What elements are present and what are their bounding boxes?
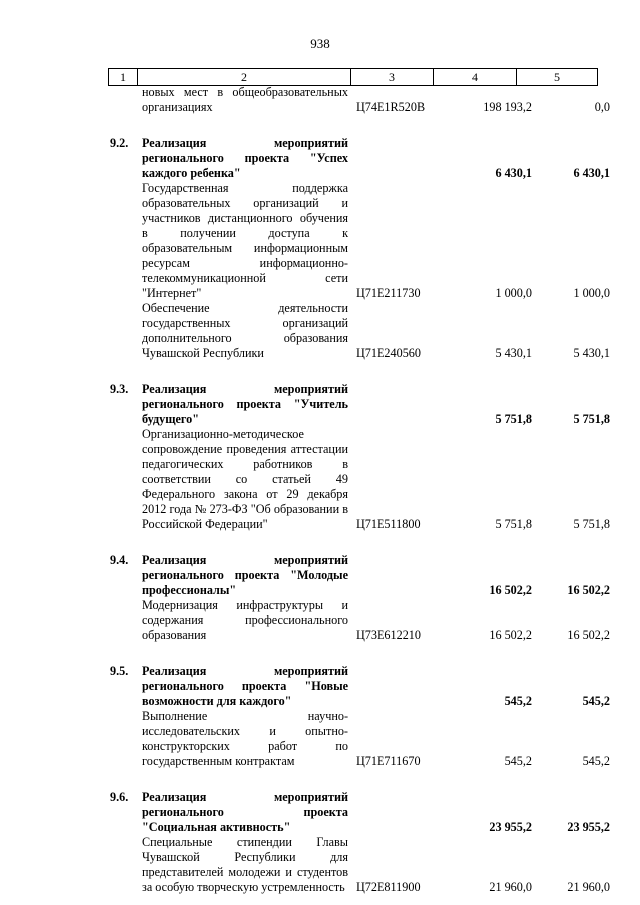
section-title: Реализация мероприятий регионального проекта "Социальная активность" <box>142 790 348 834</box>
section-title: Реализация мероприятий регионального проекта "Успех каждого ребенка" <box>142 136 348 180</box>
column-header-2: 2 <box>138 69 351 86</box>
item-col5: 0,0 <box>594 100 610 114</box>
item-text: Обеспечение деятельности государственных организаций дополнительного образования Чувашской Республики <box>142 301 348 360</box>
column-header-5: 5 <box>517 69 598 86</box>
item-code: Ц71Е240560 <box>356 346 421 360</box>
section-row-9-4 <box>0 553 640 598</box>
item-code: Ц74Е1R520В <box>356 100 426 114</box>
section-col4: 5 751,8 <box>495 412 532 426</box>
item-code: Ц72Е811900 <box>356 880 421 894</box>
item-col4: 5 430,1 <box>495 346 532 360</box>
section-col4: 6 430,1 <box>495 166 532 180</box>
item-code: Ц71Е711670 <box>356 754 421 768</box>
section-row-9-3 <box>0 382 640 427</box>
section-title: Реализация мероприятий регионального проекта "Новые возможности для каждого" <box>142 664 348 708</box>
section-col5: 16 502,2 <box>567 583 610 597</box>
section-number: 9.6. <box>110 790 129 804</box>
item-col4: 5 751,8 <box>495 517 532 531</box>
section-col5: 5 751,8 <box>573 412 610 426</box>
section-title: Реализация мероприятий регионального проекта "Учитель будущего" <box>142 382 348 426</box>
column-header-4: 4 <box>434 69 517 86</box>
section-number: 9.2. <box>110 136 129 150</box>
table-row <box>0 598 640 643</box>
item-text: Специальные стипендии Главы Чувашской Республики для представителей молодежи и студентов за особую творческую устремленность <box>142 835 348 894</box>
section-col4: 16 502,2 <box>489 583 532 597</box>
section-col5: 23 955,2 <box>567 820 610 834</box>
item-text: Государственная поддержка образовательных организаций и участников дистанционного обучения в получении доступа к образовательным информационным ресурсам информационно-телекоммуникационной сети "Интернет" <box>142 181 348 300</box>
item-col5: 5 751,8 <box>573 517 610 531</box>
table-row <box>0 181 640 301</box>
section-row-9-2 <box>0 136 640 181</box>
section-col5: 6 430,1 <box>573 166 610 180</box>
section-number: 9.3. <box>110 382 129 396</box>
column-header-3: 3 <box>351 69 434 86</box>
section-col4: 23 955,2 <box>489 820 532 834</box>
table-row-top-item <box>0 85 640 115</box>
section-col5: 545,2 <box>582 694 610 708</box>
item-col4: 21 960,0 <box>489 880 532 894</box>
table-row <box>0 427 640 532</box>
column-header-1: 1 <box>109 69 138 86</box>
item-code: Ц71Е511800 <box>356 517 421 531</box>
section-col4: 545,2 <box>504 694 532 708</box>
item-col4: 1 000,0 <box>495 286 532 300</box>
page-number: 938 <box>310 36 330 51</box>
item-code: Ц73Е612210 <box>356 628 421 642</box>
item-text: Выполнение научно-исследовательских и опытно-конструкторских работ по государственным контрактам <box>142 709 348 768</box>
item-col5: 5 430,1 <box>573 346 610 360</box>
item-text: новых мест в общеобразовательных организациях <box>142 85 348 114</box>
item-col5: 21 960,0 <box>567 880 610 894</box>
item-col4: 198 193,2 <box>483 100 532 114</box>
item-text: Модернизация инфраструктуры и содержания профессионального образования <box>142 598 348 642</box>
item-text: Организационно-методическое сопровождение проведения аттестации педагогических работников в соответствии со статьей 49 Федерального закона от 29 декабря 2012 года № 273-ФЗ "Об образовании в Российской Федерации" <box>142 427 348 531</box>
table-row <box>0 301 640 361</box>
budget-table-body <box>0 85 640 895</box>
section-row-9-5 <box>0 664 640 709</box>
table-row <box>0 709 640 769</box>
section-title: Реализация мероприятий регионального проекта "Молодые профессионалы" <box>142 553 348 597</box>
table-row <box>0 835 640 895</box>
item-col4: 545,2 <box>504 754 532 768</box>
item-col5: 1 000,0 <box>573 286 610 300</box>
section-number: 9.4. <box>110 553 129 567</box>
item-code: Ц71Е211730 <box>356 286 421 300</box>
section-number: 9.5. <box>110 664 129 678</box>
section-row-9-6 <box>0 790 640 835</box>
item-col4: 16 502,2 <box>489 628 532 642</box>
item-col5: 16 502,2 <box>567 628 610 642</box>
item-col5: 545,2 <box>582 754 610 768</box>
column-header-row <box>108 68 598 86</box>
